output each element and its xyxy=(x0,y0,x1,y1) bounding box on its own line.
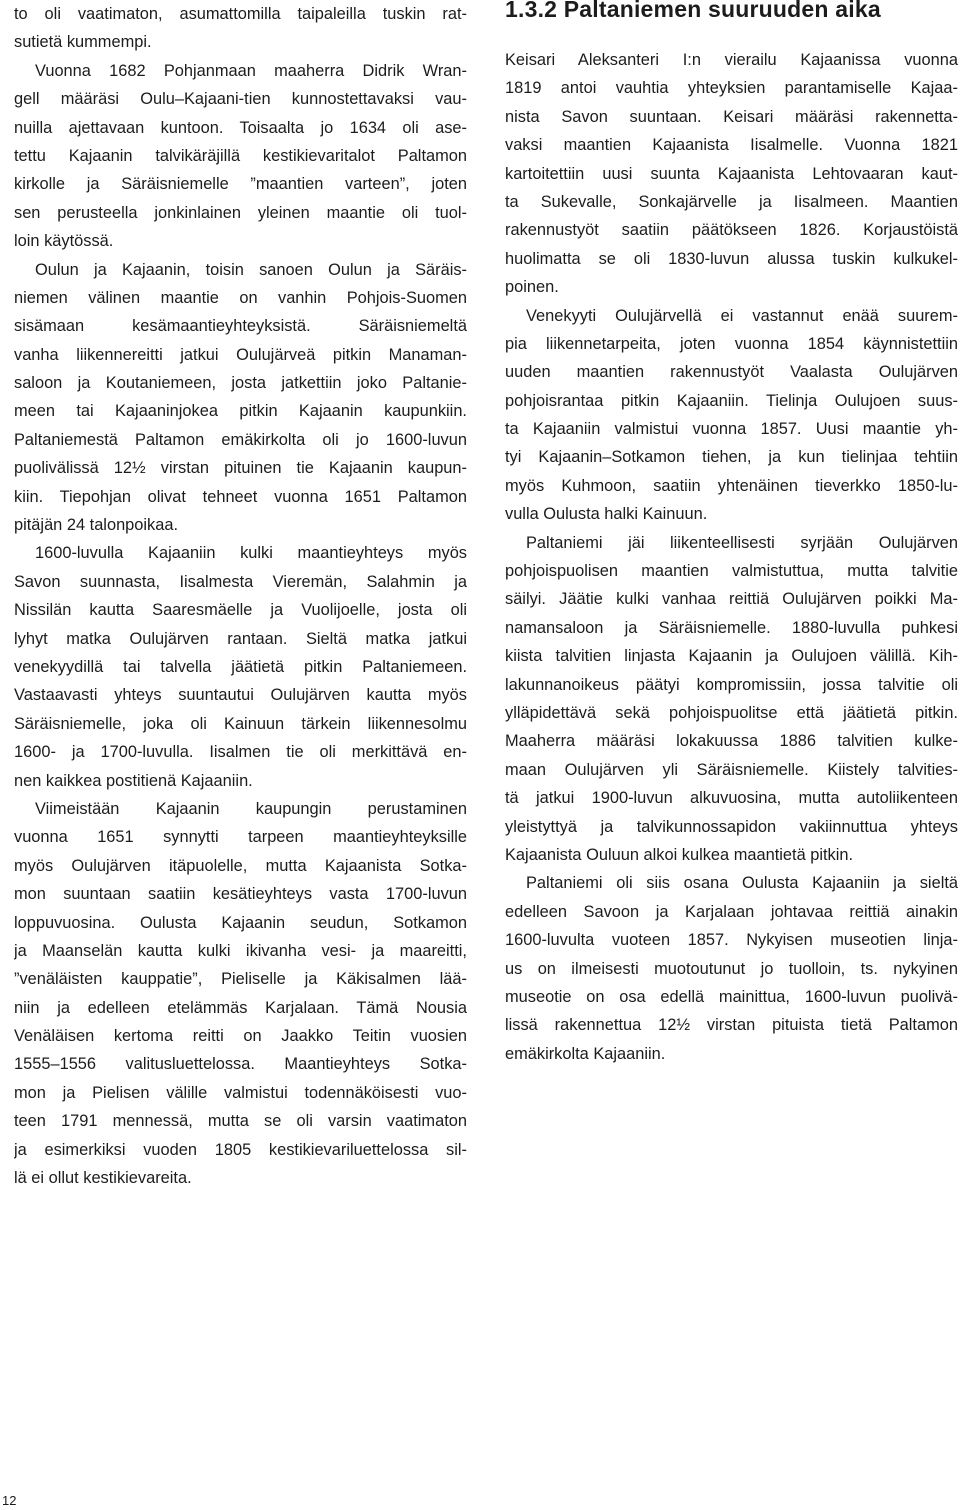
text-line: tä jatkui 1900-luvun alkuvuosina, mutta autoliikenteen xyxy=(505,789,958,808)
text-line: lakunnanoikeus päätyi kompromissiin, jossa talvitie oli xyxy=(505,675,958,694)
text-line: nen kaikkea postitienä Kajaaniin. xyxy=(14,771,253,790)
text-line: 1600-luvulla Kajaaniin kulki maantieyhteys myös xyxy=(35,544,467,563)
text-line: nista Savon suuntaan. Keisari määräsi rakennetta- xyxy=(505,107,958,126)
text-line: Savon suunnasta, Iisalmesta Vieremän, Salahmin ja xyxy=(14,572,467,591)
text-line: emäkirkolta Kajaaniin. xyxy=(505,1044,666,1063)
text-line: lä ei ollut kestikievareita. xyxy=(14,1169,192,1188)
text-line: kiin. Tiepohjan olivat tehneet vuonna 1651 Paltamon xyxy=(14,487,467,506)
text-line: loppuvuosina. Oulusta Kajaanin seudun, Sotkamon xyxy=(14,913,467,932)
text-line: yleistyttyä ja talvikunnossapidon vakiinnuttua yhteys xyxy=(505,817,958,836)
text-line: us on ilmeisesti muotoutunut jo tuolloin, ts. nykyinen xyxy=(505,959,958,978)
text-line: ja esimerkiksi vuoden 1805 kestikievariluettelossa sil- xyxy=(14,1140,467,1159)
text-line: Vastaavasti yhteys suuntautui Oulujärven kautta myös xyxy=(14,686,467,705)
text-line: meen tai Kajaaninjokea pitkin Kajaanin kaupunkiin. xyxy=(14,402,467,421)
text-line: Paltaniemi jäi liikenteellisesti syrjään Oulujärven xyxy=(526,533,958,552)
text-line: Venekyyti Oulujärvellä ei vastannut enää suurem- xyxy=(526,306,958,325)
text-line: edelleen Savoon ja Karjalaan johtavaa reittiä ainakin xyxy=(505,902,958,921)
text-line: huolimatta se oli 1830-luvun alussa tuskin kulkukel- xyxy=(505,249,958,268)
text-line: vulla Oulusta halki Kainuun. xyxy=(505,505,708,524)
text-line: rakennustyöt saatiin päätökseen 1826. Korjaustöistä xyxy=(505,221,958,240)
text-line: tyi Kajaanin–Sotkamon tiehen, ja kun tielinjaa tehtiin xyxy=(505,448,958,467)
text-line: vanha liikennereitti jatkui Oulujärveä pitkin Manaman- xyxy=(14,345,467,364)
text-line: mon ja Pielisen välille valmistui todennäköisesti vuo- xyxy=(14,1083,467,1102)
paragraph xyxy=(505,302,958,529)
paragraph xyxy=(14,256,467,540)
paragraph xyxy=(14,0,467,57)
text-line: pohjoisrantaa pitkin Kajaaniin. Tielinja Oulujoen suus- xyxy=(505,391,958,410)
text-line: Viimeistään Kajaanin kaupungin perustaminen xyxy=(35,799,467,818)
left-column xyxy=(14,0,467,1192)
text-line: myös Oulujärven itäpuolelle, mutta Kajaanista Sotka- xyxy=(14,856,467,875)
text-line: Paltaniemestä Paltamon emäkirkolta oli jo 1600-luvun xyxy=(14,430,467,449)
page-number: 12 xyxy=(2,1493,17,1508)
text-line: Säräisniemelle, joka oli Kainuun tärkein liikennesolmu xyxy=(14,714,467,733)
text-line: Nissilän kautta Saaresmäelle ja Vuolijoelle, josta oli xyxy=(14,601,467,620)
text-line: sutietä kummempi. xyxy=(14,33,152,52)
text-line: to oli vaatimaton, asumattomilla taipaleilla tuskin rat- xyxy=(14,5,467,23)
text-line: Paltaniemi oli siis osana Oulusta Kajaaniin ja sieltä xyxy=(526,874,958,893)
text-line: 1819 antoi vauhtia yhteyksien parantamiselle Kajaa- xyxy=(505,79,958,98)
text-line: ”venäläisten kauppatie”, Pieliselle ja Käkisalmen lää- xyxy=(14,970,467,989)
paragraph xyxy=(14,795,467,1192)
text-line: lissä rakennettua 12½ virstan pituista tietä Paltamon xyxy=(505,1016,958,1035)
paragraph xyxy=(505,869,958,1068)
text-line: kartoitettiin uusi suunta Kajaanista Lehtovaaran kaut- xyxy=(505,164,958,183)
text-line: Kajaanista Ouluun alkoi kulkea maantietä pitkin. xyxy=(505,845,854,864)
text-line: niin ja edelleen etelämmäs Karjalaan. Tämä Nousia xyxy=(14,998,467,1017)
paragraph xyxy=(14,57,467,256)
text-line: mon suuntaan saatiin kesätieyhteys vasta 1700-luvun xyxy=(14,885,467,904)
text-line: pia liikennetarpeita, joten vuonna 1854 käynnistettiin xyxy=(505,334,958,353)
text-line: Keisari Aleksanteri I:n vierailu Kajaanissa vuonna xyxy=(505,51,958,69)
text-line: pitäjän 24 talonpoikaa. xyxy=(14,516,179,535)
paragraph xyxy=(505,529,958,870)
text-line: kirkolle ja Säräisniemelle ”maantien varteen”, joten xyxy=(14,175,467,194)
text-line: vaksi maantien Kajaanista Iisalmelle. Vuonna 1821 xyxy=(505,136,958,155)
text-line: sen perusteella jonkinlainen yleinen maantie oli tuol- xyxy=(14,203,467,222)
text-line: 1555–1556 valitusluettelossa. Maantieyhteys Sotka- xyxy=(14,1055,467,1074)
right-column xyxy=(505,0,958,1068)
text-line: niemen välinen maantie on vanhin Pohjois-Suomen xyxy=(14,288,467,307)
text-line: myös Kuhmoon, saatiin yhtenäinen tieverkko 1850-lu- xyxy=(505,476,958,495)
text-line: 1600- ja 1700-luvulla. Iisalmen tie oli merkittävä en- xyxy=(14,743,467,762)
text-line: Oulun ja Kajaanin, toisin sanoen Oulun ja Säräis- xyxy=(35,260,467,279)
text-line: ta Sukevalle, Sonkajärvelle ja Iisalmeen. Maantien xyxy=(505,192,958,211)
text-line: 1600-luvulta vuoteen 1857. Nykyisen museotien linja- xyxy=(505,931,958,950)
text-line: säilyi. Jäätie kulki vanhaa reittiä Oulujärven poikki Ma- xyxy=(505,590,958,609)
text-line: namansaloon ja Säräisniemelle. 1880-luvulla puhkesi xyxy=(505,618,958,637)
paragraph xyxy=(14,539,467,795)
text-line: kiista talvitien linjasta Kajaanin ja Oulujoen välillä. Kih- xyxy=(505,647,958,666)
text-line: museotie on osa edellä mainittua, 1600-luvun puolivä- xyxy=(505,987,958,1006)
text-line: ta Kajaaniin valmistui vuonna 1857. Uusi maantie yh- xyxy=(505,420,958,439)
text-line: teen 1791 mennessä, mutta se oli varsin vaatimaton xyxy=(14,1112,467,1131)
text-line: saloon ja Koutaniemeen, josta jatkettiin joko Paltanie- xyxy=(14,374,467,393)
text-line: pohjoispuolisen maantien valmistuttua, mutta talvitie xyxy=(505,562,958,581)
text-line: ja Maanselän kautta kulki ikivanha vesi- ja maareitti, xyxy=(14,941,467,960)
text-line: puolivälissä 12½ virstan pituinen tie Kajaanin kaupun- xyxy=(14,459,467,478)
text-line: uuden maantien rakennustyöt Vaalasta Oulujärven xyxy=(505,363,958,382)
text-line: maan Oulujärven yli Säräisniemelle. Kiistely talvities- xyxy=(505,760,958,779)
text-line: gell määräsi Oulu–Kajaani-tien kunnostettavaksi vau- xyxy=(14,90,467,109)
text-line: Venäläisen kertoma reitti on Jaakko Teitin vuosien xyxy=(14,1027,467,1046)
paragraph xyxy=(505,46,958,302)
text-line: Vuonna 1682 Pohjanmaan maaherra Didrik Wran- xyxy=(35,61,467,80)
text-line: tettu Kajaanin talvikäräjillä kestikievaritalot Paltamon xyxy=(14,146,467,165)
text-line: nuilla ajettavaan kuntoon. Toisaalta jo 1634 oli ase- xyxy=(14,118,467,137)
text-line: vuonna 1651 synnytti tarpeen maantieyhteyksille xyxy=(14,828,467,847)
section-heading: 1.3.2 Paltaniemen suuruuden aika xyxy=(505,0,881,22)
text-line: Maaherra määräsi lokakuussa 1886 talvitien kulke- xyxy=(505,732,958,751)
text-line: venekyydillä tai talvella jäätietä pitkin Paltaniemeen. xyxy=(14,657,467,676)
text-line: loin käytössä. xyxy=(14,232,114,251)
text-line: poinen. xyxy=(505,278,559,297)
text-line: sisämaan kesämaantieyhteyksistä. Säräisniemeltä xyxy=(14,317,467,336)
text-line: lyhyt matka Oulujärven rantaan. Sieltä matka jatkui xyxy=(14,629,467,648)
text-line: ylläpidettävä sekä pohjoispuolitse että jäätietä pitkin. xyxy=(505,703,958,722)
